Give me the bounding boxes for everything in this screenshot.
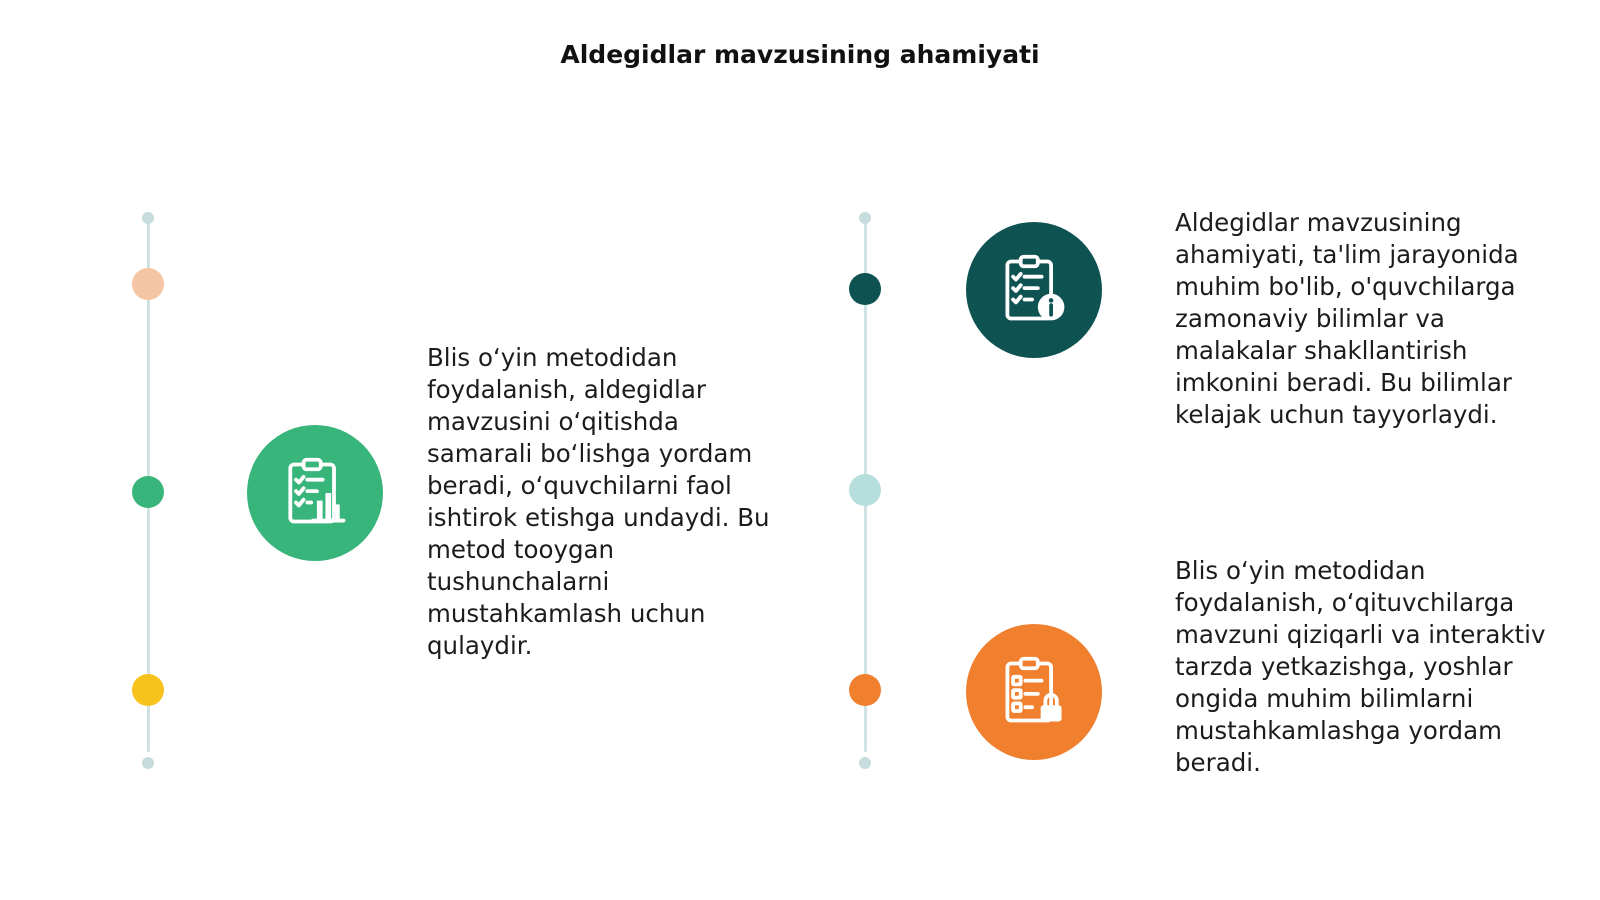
right-top-icon-circle — [966, 222, 1102, 358]
page-title: Aldegidlar mavzusining ahamiyati — [560, 40, 1040, 69]
left-description-text: Blis o‘yin metodidan foydalanish, aldegidlar mavzusini o‘qitishda samarali bo‘lishga yordam beradi, o‘quvchilarni faol ishtirok etishga undaydi. Bu metod tooygan tushunchalarni mustahkamlash uchun qulaydir. — [427, 343, 770, 660]
left-timeline-dot-yellow — [132, 674, 164, 706]
left-timeline-start-dot — [142, 212, 154, 224]
left-timeline-dot-green — [132, 476, 164, 508]
right-timeline-dot-mint — [849, 474, 881, 506]
right-timeline-end-dot — [859, 757, 871, 769]
right-timeline-start-dot — [859, 212, 871, 224]
clipboard-info-icon — [996, 252, 1072, 328]
clipboard-chart-icon — [277, 455, 353, 531]
right-top-description-text: Aldegidlar mavzusining ahamiyati, ta'lim jarayonida muhim bo'lib, o'quvchilarga zamonaviy bilimlar va malakalar shakllantirish imkonini beradi. Bu bilimlar kelajak uchun tayyorlaydi. — [1175, 208, 1519, 429]
left-timeline-dot-peach — [132, 268, 164, 300]
left-timeline-end-dot — [142, 757, 154, 769]
right-timeline-dot-teal — [849, 273, 881, 305]
right-timeline-dot-orange — [849, 674, 881, 706]
right-bottom-icon-circle — [966, 624, 1102, 760]
right-bottom-description-text: Blis o‘yin metodidan foydalanish, o‘qituvchilarga mavzuni qiziqarli va interaktiv tarzda yetkazishga, yoshlar ongida muhim bilimlarni mustahkamlashga yordam beradi. — [1175, 556, 1546, 777]
left-icon-circle — [247, 425, 383, 561]
clipboard-lock-icon — [996, 654, 1072, 730]
